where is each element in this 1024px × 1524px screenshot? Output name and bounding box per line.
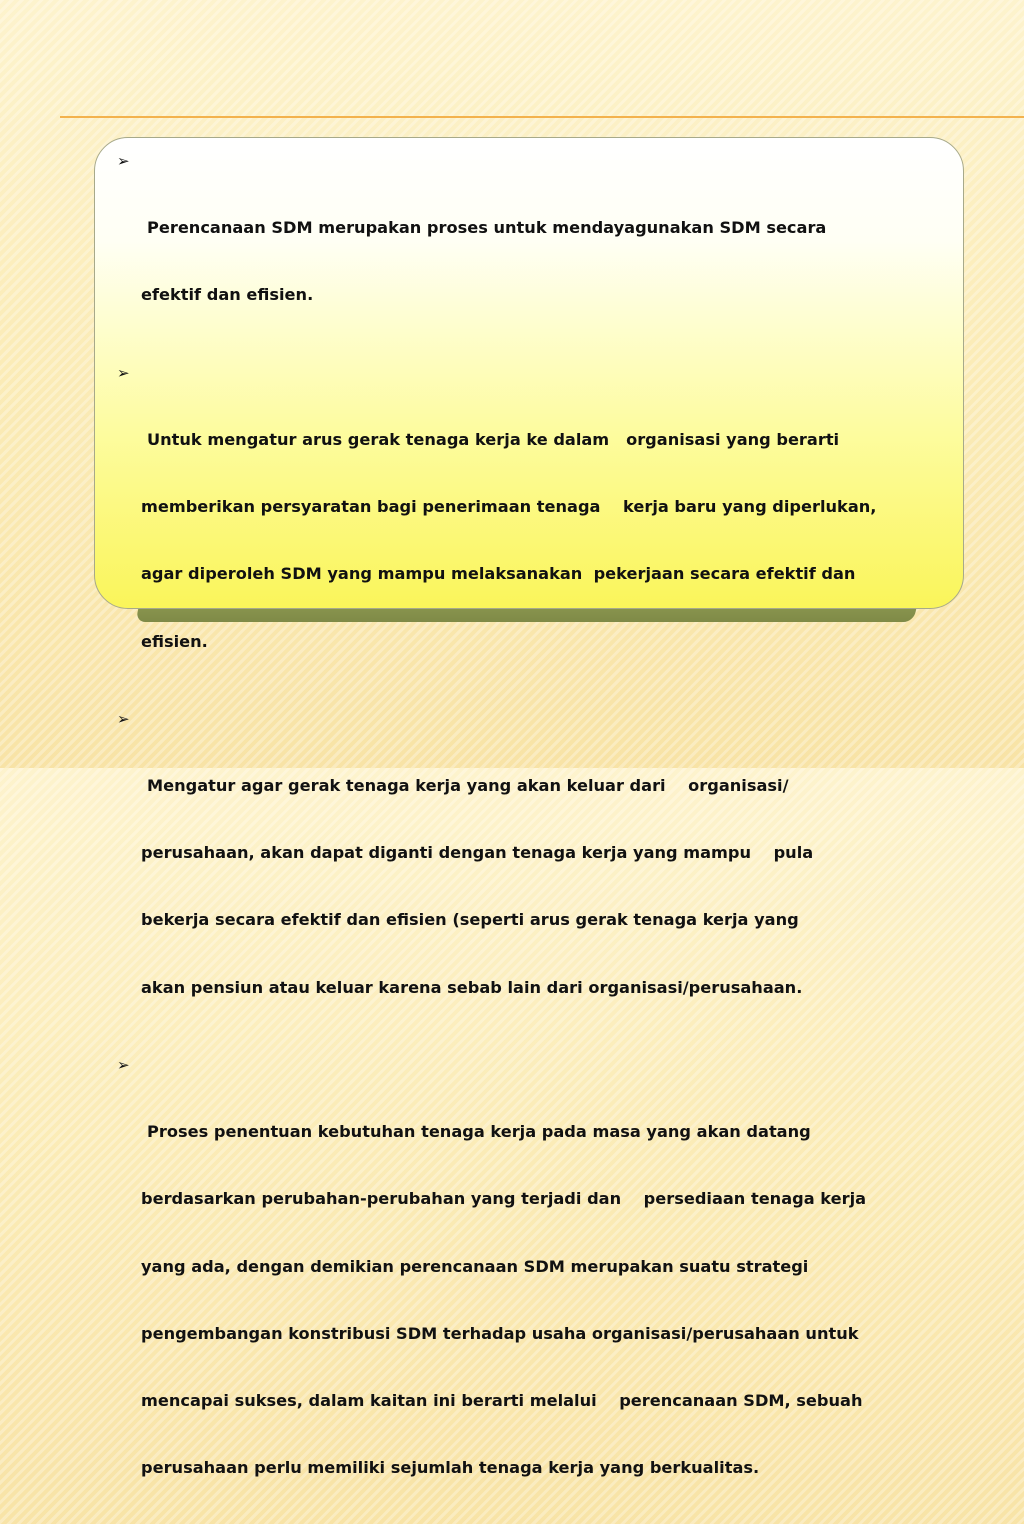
bullet-line: agar diperoleh SDM yang mampu melaksanakan pekerjaan secara efektif dan xyxy=(141,564,856,584)
arrowhead-bullet-icon: ➢ xyxy=(117,152,130,170)
bullet-line: pengembangan konstribusi SDM terhadap usaha organisasi/perusahaan untuk xyxy=(141,1323,859,1343)
bullet-line: yang ada, dengan demikian perencanaan SDM merupakan suatu strategi xyxy=(141,1256,809,1276)
bullet-line: perusahaan, akan dapat diganti dengan tenaga kerja yang mampu pula xyxy=(141,843,814,863)
bullet-item-1 xyxy=(117,150,943,352)
bullet-line: perusahaan perlu memiliki sejumlah tenaga kerja yang berkualitas. xyxy=(141,1458,760,1478)
bullet-line: efektif dan efisien. xyxy=(141,285,314,305)
top-divider xyxy=(60,116,1024,118)
bullet-line: Proses penentuan kebutuhan tenaga kerja pada masa yang akan datang xyxy=(147,1122,811,1142)
arrowhead-bullet-icon: ➢ xyxy=(117,1055,130,1074)
bullet-line: efisien. xyxy=(141,631,208,651)
bullet-line: berdasarkan perubahan-perubahan yang terjadi dan persediaan tenaga kerja xyxy=(141,1189,867,1209)
arrowhead-bullet-icon: ➢ xyxy=(117,363,130,382)
bullet-line: memberikan persyaratan bagi penerimaan tenaga kerja baru yang diperlukan, xyxy=(141,497,877,517)
bullet-line: Mengatur agar gerak tenaga kerja yang akan keluar dari organisasi/ xyxy=(147,775,789,795)
bullet-item-4 xyxy=(117,1054,943,1524)
bullet-item-2 xyxy=(117,362,943,698)
bullet-item-3 xyxy=(117,708,943,1044)
content-card xyxy=(94,137,964,1478)
bullet-line: mencapai sukses, dalam kaitan ini berarti melalui perencanaan SDM, sebuah xyxy=(141,1390,863,1410)
arrowhead-bullet-icon: ➢ xyxy=(117,709,130,728)
bullet-line: Untuk mengatur arus gerak tenaga kerja ke dalam organisasi yang berarti xyxy=(147,429,840,449)
bullet-line: bekerja secara efektif dan efisien (seperti arus gerak tenaga kerja yang xyxy=(141,910,799,930)
bullet-line: akan pensiun atau keluar karena sebab lain dari organisasi/perusahaan. xyxy=(141,977,803,997)
bullet-line: Perencanaan SDM merupakan proses untuk mendayagunakan SDM secara xyxy=(147,218,827,238)
